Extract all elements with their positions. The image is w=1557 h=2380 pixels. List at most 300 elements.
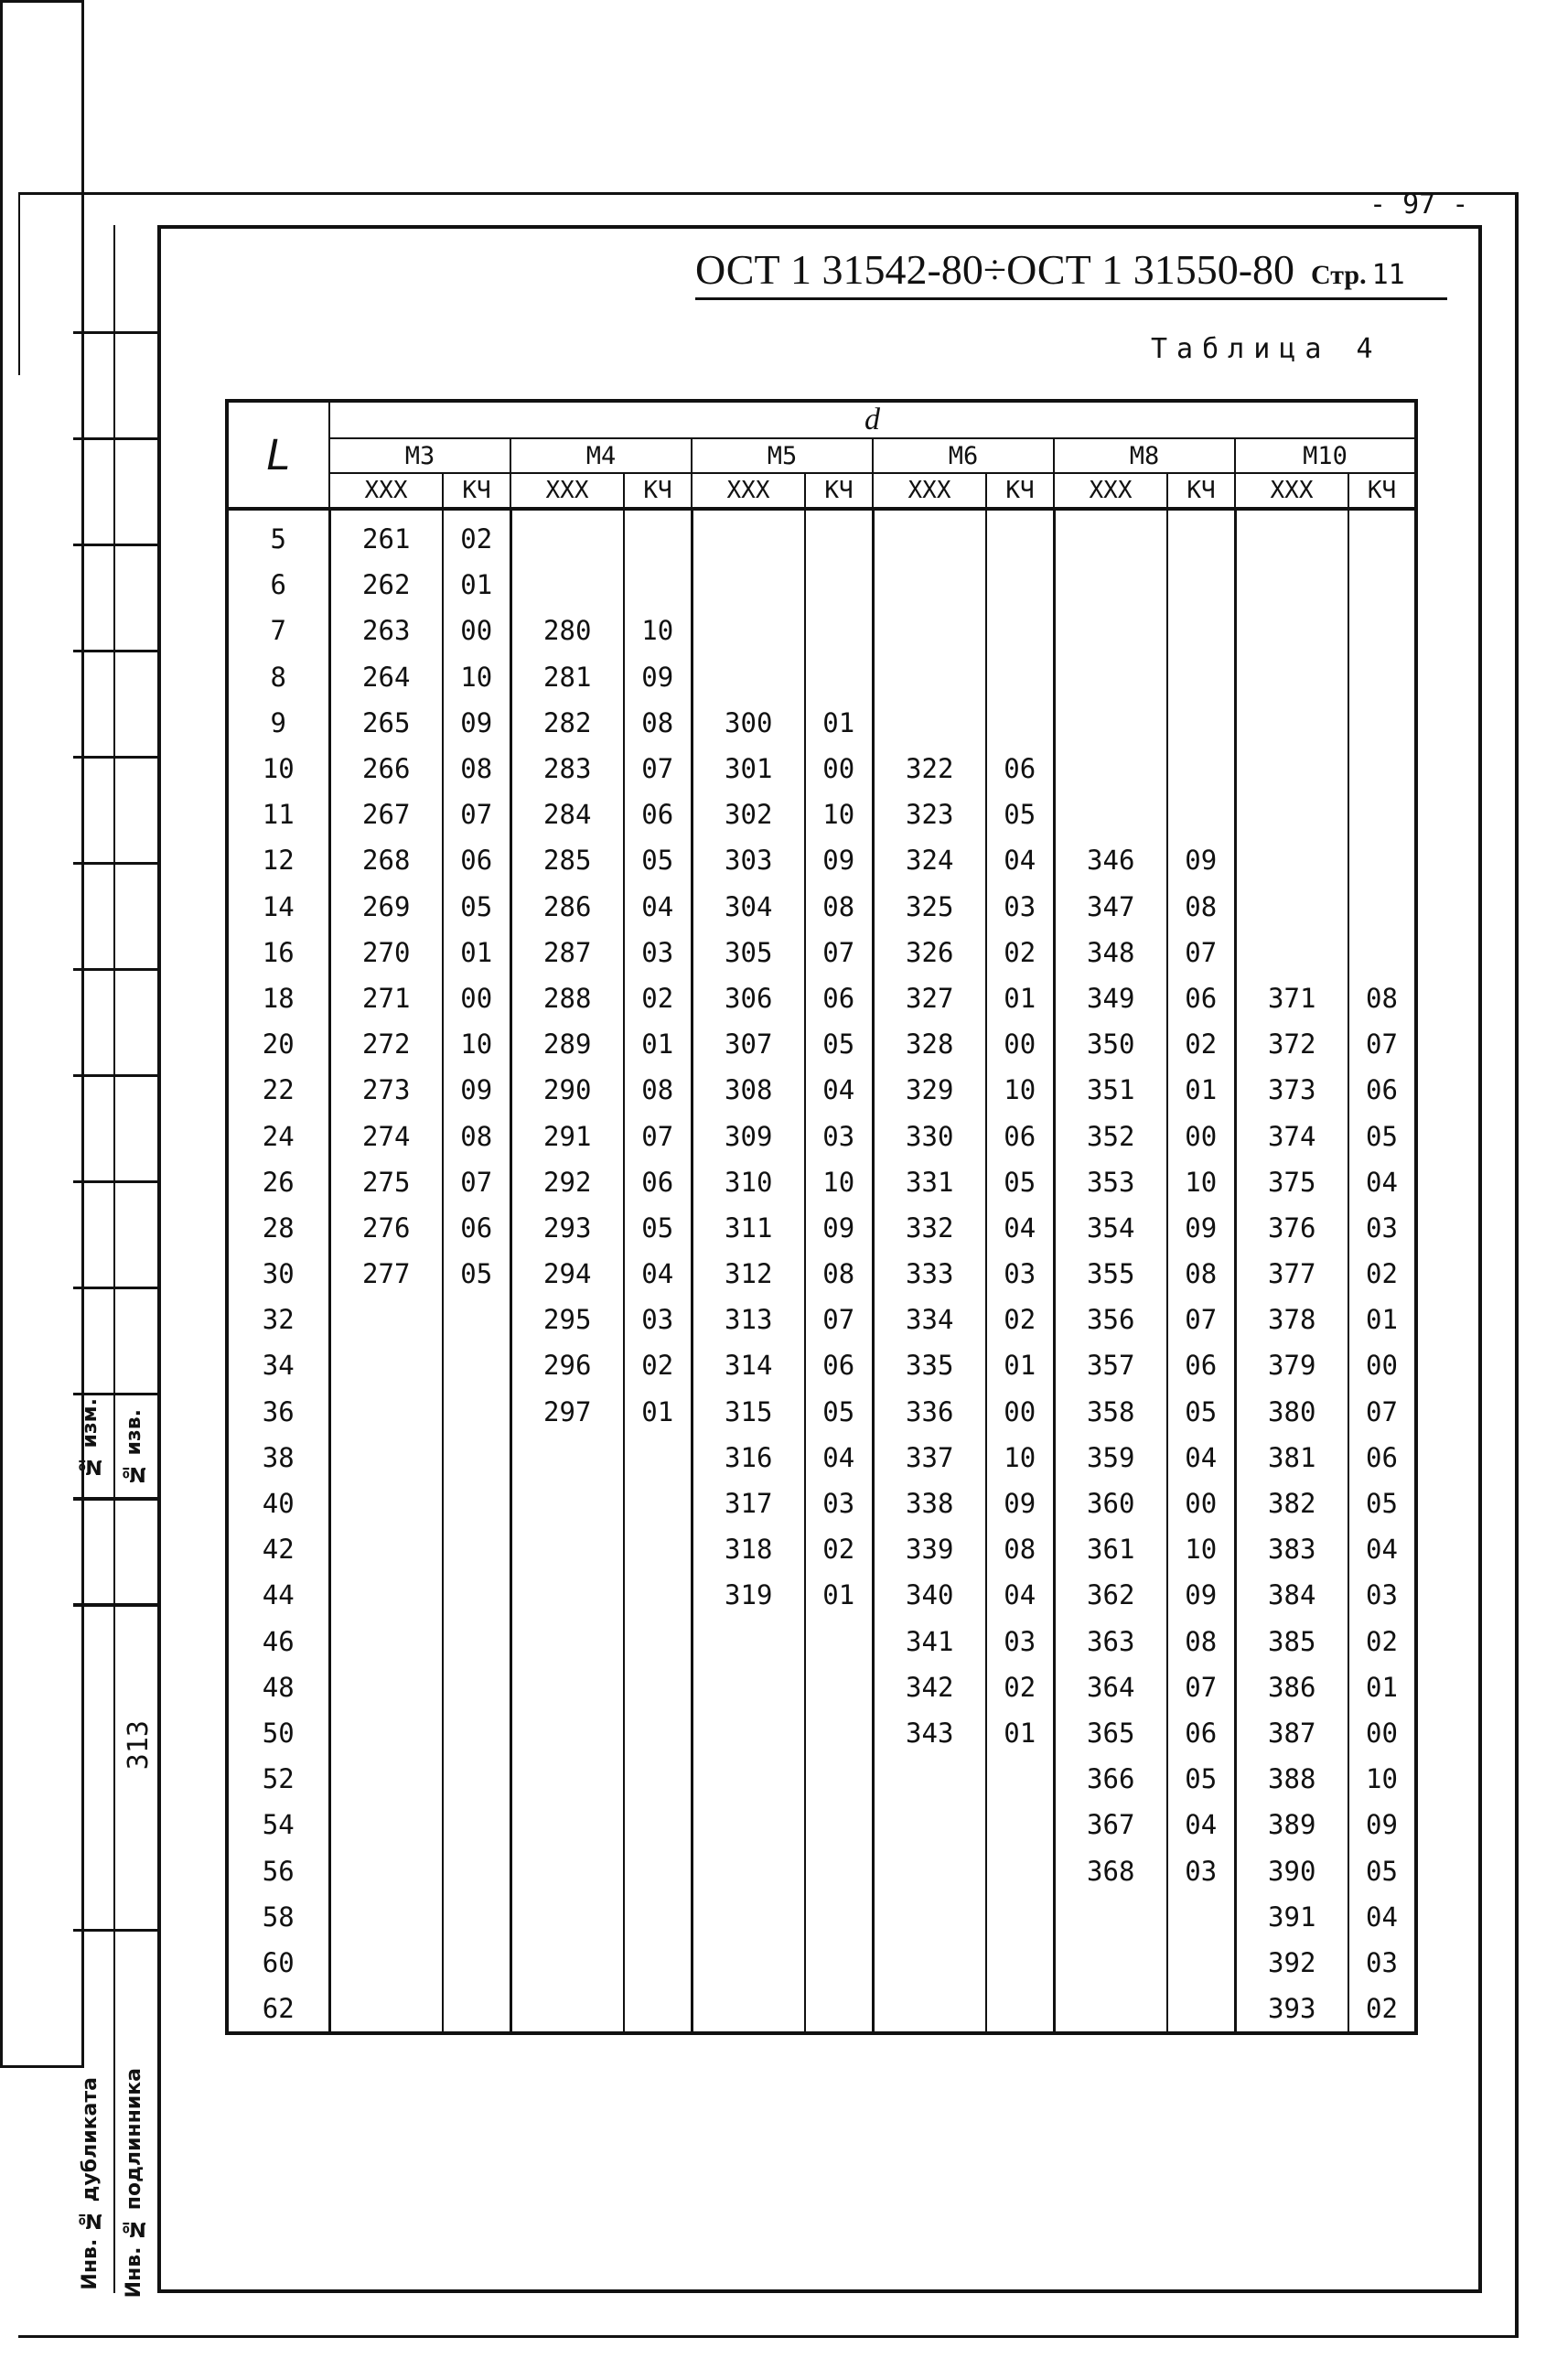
code-cell: 291 bbox=[510, 1113, 624, 1158]
page-number: - 97 - bbox=[1369, 188, 1469, 221]
table-row bbox=[227, 1205, 1416, 1251]
length-cell: 34 bbox=[227, 1342, 329, 1388]
length-cell: 58 bbox=[227, 1894, 329, 1940]
code-cell: 382 bbox=[1235, 1481, 1348, 1526]
length-cell: 18 bbox=[227, 975, 329, 1021]
kch-cell: 09 bbox=[1348, 1802, 1416, 1847]
code-cell: 366 bbox=[1054, 1756, 1167, 1802]
code-cell: 268 bbox=[329, 837, 443, 883]
table-row bbox=[227, 884, 1416, 930]
code-cell: 300 bbox=[692, 700, 805, 746]
size-header: М4 bbox=[510, 438, 692, 473]
code-cell bbox=[692, 1756, 805, 1802]
kch-cell bbox=[443, 1802, 510, 1847]
kch-cell bbox=[1348, 654, 1416, 700]
code-cell: 312 bbox=[692, 1251, 805, 1297]
table-row bbox=[227, 608, 1416, 653]
kch-cell bbox=[1348, 837, 1416, 883]
code-cell: 368 bbox=[1054, 1847, 1167, 1893]
kch-cell: 03 bbox=[1348, 1205, 1416, 1251]
code-cell: 363 bbox=[1054, 1619, 1167, 1664]
kch-cell: 00 bbox=[443, 975, 510, 1021]
length-cell: 26 bbox=[227, 1159, 329, 1205]
code-cell: 293 bbox=[510, 1205, 624, 1251]
code-cell bbox=[1235, 608, 1348, 653]
code-cell: 341 bbox=[873, 1619, 986, 1664]
code-cell bbox=[510, 1756, 624, 1802]
code-cell bbox=[1054, 792, 1167, 837]
kch-cell: 07 bbox=[624, 746, 692, 792]
kch-cell: 08 bbox=[805, 884, 873, 930]
kch-cell bbox=[624, 1664, 692, 1710]
kch-cell: 08 bbox=[986, 1526, 1054, 1572]
kch-subheader: КЧ bbox=[1167, 473, 1235, 509]
code-cell: 365 bbox=[1054, 1710, 1167, 1756]
code-cell bbox=[873, 608, 986, 653]
side-row-line bbox=[73, 1393, 157, 1395]
kch-cell bbox=[1167, 654, 1235, 700]
kch-cell: 04 bbox=[805, 1435, 873, 1481]
kch-cell: 06 bbox=[443, 1205, 510, 1251]
side-stamp-divider bbox=[113, 225, 115, 2293]
kch-cell: 05 bbox=[443, 1251, 510, 1297]
code-cell: 332 bbox=[873, 1205, 986, 1251]
kch-cell bbox=[443, 1710, 510, 1756]
code-cell: 313 bbox=[692, 1297, 805, 1342]
length-cell: 40 bbox=[227, 1481, 329, 1526]
kch-cell: 04 bbox=[986, 837, 1054, 883]
kch-cell: 10 bbox=[443, 1021, 510, 1067]
length-cell: 36 bbox=[227, 1389, 329, 1435]
length-cell: 50 bbox=[227, 1710, 329, 1756]
code-cell bbox=[1235, 654, 1348, 700]
length-cell: 10 bbox=[227, 746, 329, 792]
izv-label: № изв. bbox=[123, 1409, 145, 1486]
code-cell: 325 bbox=[873, 884, 986, 930]
kch-cell bbox=[986, 1894, 1054, 1940]
kch-cell: 02 bbox=[624, 975, 692, 1021]
code-cell: 307 bbox=[692, 1021, 805, 1067]
kch-cell bbox=[1167, 746, 1235, 792]
kch-cell bbox=[986, 562, 1054, 608]
kch-cell: 04 bbox=[1348, 1526, 1416, 1572]
length-cell: 20 bbox=[227, 1021, 329, 1067]
kch-cell bbox=[986, 1986, 1054, 2033]
code-cell bbox=[873, 700, 986, 746]
code-cell: 376 bbox=[1235, 1205, 1348, 1251]
kch-cell bbox=[624, 562, 692, 608]
code-cell: 377 bbox=[1235, 1251, 1348, 1297]
length-cell: 6 bbox=[227, 562, 329, 608]
kch-cell bbox=[805, 608, 873, 653]
code-cell: 378 bbox=[1235, 1297, 1348, 1342]
code-cell bbox=[329, 1481, 443, 1526]
kch-cell bbox=[443, 1756, 510, 1802]
kch-subheader: КЧ bbox=[1348, 473, 1416, 509]
kch-cell: 06 bbox=[805, 975, 873, 1021]
kch-cell bbox=[805, 1802, 873, 1847]
length-cell: 14 bbox=[227, 884, 329, 930]
table-row bbox=[227, 1021, 1416, 1067]
code-cell bbox=[329, 1297, 443, 1342]
kch-cell: 10 bbox=[1167, 1526, 1235, 1572]
fastener-designation-table bbox=[225, 399, 1418, 2035]
kch-cell bbox=[805, 1619, 873, 1664]
code-cell bbox=[510, 1986, 624, 2033]
code-cell: 387 bbox=[1235, 1710, 1348, 1756]
side-stamp bbox=[0, 0, 84, 2068]
length-cell: 44 bbox=[227, 1572, 329, 1618]
table-row bbox=[227, 1664, 1416, 1710]
code-cell: 277 bbox=[329, 1251, 443, 1297]
kch-cell bbox=[1167, 1986, 1235, 2033]
code-cell bbox=[1235, 509, 1348, 562]
kch-cell: 00 bbox=[805, 746, 873, 792]
length-cell: 54 bbox=[227, 1802, 329, 1847]
code-cell: 367 bbox=[1054, 1802, 1167, 1847]
kch-cell bbox=[443, 1572, 510, 1618]
code-cell: 381 bbox=[1235, 1435, 1348, 1481]
code-cell bbox=[1235, 562, 1348, 608]
kch-cell: 07 bbox=[1348, 1021, 1416, 1067]
side-row-line bbox=[73, 756, 157, 759]
kch-cell: 09 bbox=[443, 700, 510, 746]
kch-cell: 03 bbox=[986, 884, 1054, 930]
code-cell bbox=[1054, 562, 1167, 608]
kch-cell: 02 bbox=[986, 930, 1054, 975]
length-cell: 7 bbox=[227, 608, 329, 653]
kch-cell: 08 bbox=[805, 1251, 873, 1297]
code-cell: 286 bbox=[510, 884, 624, 930]
code-cell: 359 bbox=[1054, 1435, 1167, 1481]
kch-cell bbox=[986, 1847, 1054, 1893]
code-cell bbox=[510, 1710, 624, 1756]
table-body bbox=[227, 509, 1416, 2033]
kch-cell: 10 bbox=[986, 1435, 1054, 1481]
code-cell bbox=[873, 1802, 986, 1847]
kch-cell bbox=[805, 1710, 873, 1756]
code-cell bbox=[510, 1664, 624, 1710]
kch-cell: 03 bbox=[805, 1481, 873, 1526]
kch-cell bbox=[1167, 700, 1235, 746]
diameter-header: d bbox=[329, 401, 1416, 438]
table-row bbox=[227, 1481, 1416, 1526]
code-cell bbox=[873, 1894, 986, 1940]
kch-cell: 07 bbox=[1167, 930, 1235, 975]
code-cell bbox=[692, 1940, 805, 1986]
kch-cell: 05 bbox=[1167, 1389, 1235, 1435]
code-cell: 273 bbox=[329, 1067, 443, 1113]
kch-cell bbox=[443, 1894, 510, 1940]
kch-cell: 02 bbox=[986, 1297, 1054, 1342]
code-cell bbox=[1054, 509, 1167, 562]
code-cell: 282 bbox=[510, 700, 624, 746]
table-row bbox=[227, 1894, 1416, 1940]
kch-cell: 02 bbox=[1348, 1251, 1416, 1297]
length-cell: 9 bbox=[227, 700, 329, 746]
kch-cell: 04 bbox=[624, 884, 692, 930]
kch-cell: 08 bbox=[1167, 1619, 1235, 1664]
code-cell: 316 bbox=[692, 1435, 805, 1481]
kch-cell: 08 bbox=[443, 746, 510, 792]
table-row bbox=[227, 1113, 1416, 1158]
code-cell: 348 bbox=[1054, 930, 1167, 975]
kch-cell bbox=[443, 1526, 510, 1572]
side-row-line bbox=[73, 331, 157, 334]
kch-cell: 06 bbox=[1167, 975, 1235, 1021]
kch-cell: 00 bbox=[986, 1021, 1054, 1067]
code-cell bbox=[1235, 837, 1348, 883]
header-underline bbox=[695, 297, 1447, 300]
kch-cell: 09 bbox=[805, 837, 873, 883]
kch-cell bbox=[624, 1435, 692, 1481]
size-header: М5 bbox=[692, 438, 873, 473]
kch-cell bbox=[1167, 1940, 1235, 1986]
code-cell: 386 bbox=[1235, 1664, 1348, 1710]
kch-cell: 08 bbox=[624, 700, 692, 746]
table-row bbox=[227, 792, 1416, 837]
kch-cell: 06 bbox=[1348, 1067, 1416, 1113]
code-cell: 357 bbox=[1054, 1342, 1167, 1388]
code-cell bbox=[873, 1756, 986, 1802]
kch-cell bbox=[805, 1940, 873, 1986]
code-cell: 310 bbox=[692, 1159, 805, 1205]
table-row bbox=[227, 1847, 1416, 1893]
code-cell bbox=[329, 1986, 443, 2033]
code-cell: 289 bbox=[510, 1021, 624, 1067]
code-cell: 281 bbox=[510, 654, 624, 700]
code-cell: 283 bbox=[510, 746, 624, 792]
code-cell: 373 bbox=[1235, 1067, 1348, 1113]
kch-cell: 06 bbox=[1167, 1710, 1235, 1756]
frame-bottom-inner bbox=[157, 2289, 1482, 2293]
table-row bbox=[227, 1297, 1416, 1342]
length-cell: 24 bbox=[227, 1113, 329, 1158]
kch-cell: 00 bbox=[443, 608, 510, 653]
code-cell: 347 bbox=[1054, 884, 1167, 930]
kch-cell: 09 bbox=[1167, 837, 1235, 883]
code-cell: 354 bbox=[1054, 1205, 1167, 1251]
kch-cell: 05 bbox=[443, 884, 510, 930]
side-row-line bbox=[73, 1074, 157, 1077]
code-cell: 302 bbox=[692, 792, 805, 837]
code-cell bbox=[510, 1526, 624, 1572]
kch-cell bbox=[624, 1847, 692, 1893]
frame-left-stub bbox=[18, 192, 20, 375]
code-cell bbox=[510, 1435, 624, 1481]
code-cell bbox=[1054, 654, 1167, 700]
table-row bbox=[227, 1251, 1416, 1297]
code-cell: 276 bbox=[329, 1205, 443, 1251]
code-cell bbox=[873, 654, 986, 700]
code-cell bbox=[329, 1435, 443, 1481]
kch-cell: 00 bbox=[986, 1389, 1054, 1435]
kch-cell: 06 bbox=[986, 746, 1054, 792]
length-cell: 32 bbox=[227, 1297, 329, 1342]
code-cell: 274 bbox=[329, 1113, 443, 1158]
subheader-row bbox=[227, 473, 1416, 509]
kch-cell bbox=[624, 1940, 692, 1986]
code-cell bbox=[692, 1986, 805, 2033]
size-header: М3 bbox=[329, 438, 510, 473]
frame-right-outer bbox=[1515, 192, 1519, 2338]
kch-cell: 04 bbox=[1167, 1435, 1235, 1481]
length-cell: 46 bbox=[227, 1619, 329, 1664]
code-cell bbox=[1054, 700, 1167, 746]
length-header: L bbox=[227, 401, 329, 509]
table-row bbox=[227, 562, 1416, 608]
kch-cell: 06 bbox=[443, 837, 510, 883]
table-row bbox=[227, 509, 1416, 562]
length-cell: 62 bbox=[227, 1986, 329, 2033]
code-cell bbox=[329, 1847, 443, 1893]
kch-cell: 07 bbox=[805, 1297, 873, 1342]
kch-cell: 05 bbox=[805, 1389, 873, 1435]
code-cell bbox=[1054, 608, 1167, 653]
code-cell: 392 bbox=[1235, 1940, 1348, 1986]
kch-cell bbox=[443, 1664, 510, 1710]
code-cell bbox=[510, 509, 624, 562]
kch-cell: 06 bbox=[1348, 1435, 1416, 1481]
kch-cell bbox=[1348, 562, 1416, 608]
code-subheader: ХХХ bbox=[692, 473, 805, 509]
length-cell: 56 bbox=[227, 1847, 329, 1893]
code-cell: 356 bbox=[1054, 1297, 1167, 1342]
code-cell: 329 bbox=[873, 1067, 986, 1113]
side-row-line bbox=[73, 544, 157, 546]
table-row bbox=[227, 1159, 1416, 1205]
code-cell: 326 bbox=[873, 930, 986, 975]
code-cell: 303 bbox=[692, 837, 805, 883]
code-cell: 327 bbox=[873, 975, 986, 1021]
code-cell bbox=[692, 1664, 805, 1710]
kch-cell bbox=[624, 1756, 692, 1802]
code-cell: 352 bbox=[1054, 1113, 1167, 1158]
code-cell: 285 bbox=[510, 837, 624, 883]
side-row-line bbox=[73, 1287, 157, 1289]
kch-cell bbox=[624, 1526, 692, 1572]
kch-cell: 04 bbox=[805, 1067, 873, 1113]
kch-cell: 05 bbox=[1348, 1847, 1416, 1893]
kch-cell bbox=[986, 1940, 1054, 1986]
code-cell: 263 bbox=[329, 608, 443, 653]
code-cell bbox=[1054, 1894, 1167, 1940]
side-row-line bbox=[73, 862, 157, 865]
length-cell: 52 bbox=[227, 1756, 329, 1802]
kch-cell: 07 bbox=[805, 930, 873, 975]
kch-cell bbox=[1348, 792, 1416, 837]
code-cell: 314 bbox=[692, 1342, 805, 1388]
code-cell: 383 bbox=[1235, 1526, 1348, 1572]
kch-cell: 04 bbox=[624, 1251, 692, 1297]
kch-cell: 01 bbox=[624, 1021, 692, 1067]
length-cell: 28 bbox=[227, 1205, 329, 1251]
length-cell: 11 bbox=[227, 792, 329, 837]
frame-left-inner bbox=[157, 225, 161, 2293]
code-cell bbox=[329, 1710, 443, 1756]
code-subheader: ХХХ bbox=[1235, 473, 1348, 509]
kch-cell bbox=[986, 700, 1054, 746]
kch-cell: 01 bbox=[624, 1389, 692, 1435]
frame-top-inner bbox=[157, 225, 1482, 229]
kch-cell bbox=[1167, 608, 1235, 653]
kch-cell: 02 bbox=[624, 1342, 692, 1388]
code-cell bbox=[510, 562, 624, 608]
kch-cell: 01 bbox=[1348, 1664, 1416, 1710]
code-cell: 380 bbox=[1235, 1389, 1348, 1435]
code-cell bbox=[692, 562, 805, 608]
kch-cell: 10 bbox=[1167, 1159, 1235, 1205]
kch-cell: 09 bbox=[443, 1067, 510, 1113]
length-cell: 38 bbox=[227, 1435, 329, 1481]
podl-label: Инв. № подлинника bbox=[123, 2068, 145, 2299]
code-cell: 385 bbox=[1235, 1619, 1348, 1664]
code-cell bbox=[329, 1802, 443, 1847]
code-cell: 346 bbox=[1054, 837, 1167, 883]
kch-cell: 02 bbox=[1167, 1021, 1235, 1067]
code-cell: 349 bbox=[1054, 975, 1167, 1021]
kch-cell: 03 bbox=[1167, 1847, 1235, 1893]
code-cell bbox=[510, 1847, 624, 1893]
kch-cell: 05 bbox=[1348, 1481, 1416, 1526]
kch-cell: 01 bbox=[986, 1342, 1054, 1388]
kch-cell: 07 bbox=[624, 1113, 692, 1158]
code-cell: 388 bbox=[1235, 1756, 1348, 1802]
code-cell: 358 bbox=[1054, 1389, 1167, 1435]
kch-cell bbox=[805, 562, 873, 608]
code-cell: 330 bbox=[873, 1113, 986, 1158]
table-row bbox=[227, 837, 1416, 883]
code-cell bbox=[1235, 700, 1348, 746]
kch-cell: 01 bbox=[443, 562, 510, 608]
kch-cell: 09 bbox=[1167, 1572, 1235, 1618]
length-cell: 16 bbox=[227, 930, 329, 975]
kch-cell: 01 bbox=[443, 930, 510, 975]
kch-cell bbox=[624, 1619, 692, 1664]
kch-subheader: КЧ bbox=[986, 473, 1054, 509]
code-cell: 315 bbox=[692, 1389, 805, 1435]
kch-cell: 08 bbox=[443, 1113, 510, 1158]
kch-subheader: КЧ bbox=[624, 473, 692, 509]
code-cell: 391 bbox=[1235, 1894, 1348, 1940]
kch-cell: 04 bbox=[986, 1572, 1054, 1618]
code-cell: 309 bbox=[692, 1113, 805, 1158]
side-row-line bbox=[73, 1929, 157, 1932]
kch-cell: 04 bbox=[1348, 1894, 1416, 1940]
kch-cell bbox=[1348, 930, 1416, 975]
code-cell: 384 bbox=[1235, 1572, 1348, 1618]
code-cell: 261 bbox=[329, 509, 443, 562]
code-cell bbox=[873, 1986, 986, 2033]
code-cell bbox=[692, 1619, 805, 1664]
code-cell bbox=[510, 1481, 624, 1526]
code-cell: 266 bbox=[329, 746, 443, 792]
table-row bbox=[227, 700, 1416, 746]
kch-cell: 05 bbox=[624, 837, 692, 883]
kch-cell bbox=[443, 1940, 510, 1986]
kch-cell bbox=[624, 1710, 692, 1756]
kch-cell bbox=[443, 1297, 510, 1342]
kch-cell bbox=[1167, 509, 1235, 562]
code-subheader: ХХХ bbox=[329, 473, 443, 509]
table-row bbox=[227, 975, 1416, 1021]
code-cell: 340 bbox=[873, 1572, 986, 1618]
code-cell: 275 bbox=[329, 1159, 443, 1205]
size-header: М10 bbox=[1235, 438, 1416, 473]
code-cell bbox=[692, 1710, 805, 1756]
code-cell: 305 bbox=[692, 930, 805, 975]
kch-cell bbox=[986, 1802, 1054, 1847]
